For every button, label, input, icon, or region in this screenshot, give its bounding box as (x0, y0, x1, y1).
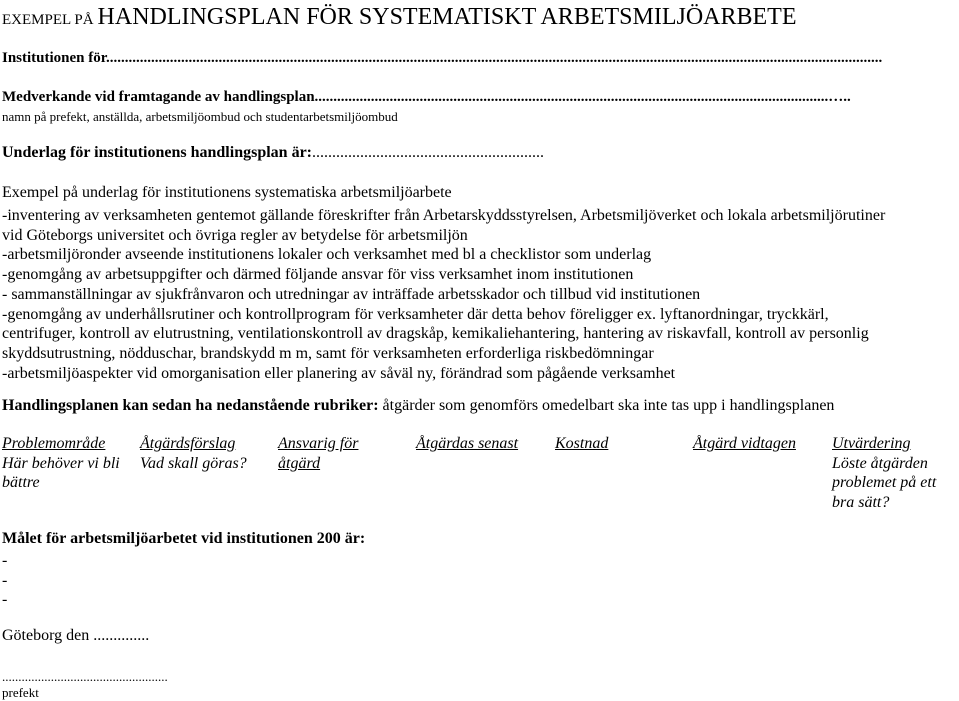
column-action-taken (693, 434, 796, 454)
title-main: HANDLINGSPLAN FÖR SYSTEMATISKT ARBETSMILJÖARBETE (97, 4, 797, 30)
title-prefix: EXEMPEL PÅ (2, 12, 94, 28)
column-proposal (140, 434, 247, 473)
column-cost (555, 434, 608, 454)
rubrics-line (2, 397, 834, 415)
basis-dots: .......................................................... (312, 144, 544, 161)
column-deadline (416, 434, 518, 454)
column-header: Åtgärd vidtagen (693, 435, 796, 452)
rubrics-rest: åtgärder som genomförs omedelbart ska inte tas upp i handlingsplanen (378, 397, 835, 414)
column-header: Ansvarig för (278, 435, 359, 452)
signature-role: prefekt (2, 685, 39, 700)
goal-heading: Målet för arbetsmiljöarbetet vid institutionen 200 är: (2, 530, 366, 547)
participants-tail: ….. (828, 89, 851, 105)
example-line: vid Göteborgs universitet och övriga regler av betydelse för arbetsmiljön (2, 226, 468, 244)
basis-heading: Underlag för institutionens handlingsplan är: (2, 144, 312, 161)
example-line: - sammanställningar av sjukfrånvaron och utredningar av inträffade arbetsskador och tillbud vid institutionen (2, 285, 701, 303)
column-problem (2, 434, 120, 493)
column-desc: Här behöver vi bli (2, 454, 120, 472)
institution-line: Institutionen för............................................................................................................................................................................................................... (2, 50, 883, 66)
example-line: -genomgång av underhållsrutiner och kontrollprogram för verksamheter där detta behov föreligger ex. lyftanordningar, tryckkärl, (2, 305, 829, 323)
example-line: -arbetsmiljöaspekter vid omorganisation eller planering av såväl ny, förändrad som pågående verksamhet (2, 364, 676, 382)
rubrics-bold: Handlingsplanen kan sedan ha nedanstående rubriker: (2, 397, 379, 414)
example-line: centrifuger, kontroll av elutrustning, ventilationskontroll av dragskåp, kemikaliehantering, hantering av riskavfall, kontroll av personlig (2, 325, 869, 343)
column-desc: bra sätt? (832, 493, 890, 511)
participants-note: namn på prefekt, anställda, arbetsmiljöombud och studentarbetsmiljöombud (2, 109, 398, 124)
column-responsible (278, 434, 358, 473)
goal-item: - (2, 552, 8, 569)
example-line: -inventering av verksamheten gentemot gällande föreskrifter från Arbetarskyddsstyrelsen, Arbetsmiljöverket och lokala arbetsmiljörutiner (2, 207, 886, 224)
example-line: -arbetsmiljöronder avseende institutionens lokaler och verksamhet med bl a checklistor som underlag (2, 246, 652, 264)
column-header: Åtgärdsförslag (140, 435, 236, 452)
examples-heading: Exempel på underlag för institutionens systematiska arbetsmiljöarbete (2, 184, 452, 201)
example-line: -genomgång av arbetsuppgifter och därmed följande ansvar för viss verksamhet inom institutionen (2, 266, 634, 284)
column-desc: problemet på ett (832, 474, 937, 491)
document-title (2, 4, 796, 31)
signature-dots: ................................................... (2, 669, 168, 684)
column-header: Problemområde (2, 435, 106, 452)
goal-item: - (2, 591, 8, 608)
column-header: Åtgärdas senast (416, 435, 519, 452)
column-desc: Löste åtgärden (832, 454, 928, 472)
participants-line (2, 89, 851, 106)
column-desc: bättre (2, 474, 40, 491)
goal-list (2, 551, 7, 610)
column-desc: åtgärd (278, 454, 321, 472)
column-header: Utvärdering (832, 435, 911, 452)
column-desc: Vad skall göras? (140, 454, 247, 472)
example-line: skyddsutrustning, nödduschar, brandskydd m m, samt för verksamheten erforderliga riskbedömningar (2, 344, 654, 362)
examples-list (2, 206, 885, 383)
column-evaluation (832, 434, 936, 512)
basis-line (2, 144, 544, 162)
column-header: Kostnad (555, 435, 609, 452)
signature-place: Göteborg den .............. (2, 627, 150, 644)
goal-item: - (2, 571, 8, 589)
participants-label: Medverkande vid framtagande av handlingsplan......................................................................................................................................... (2, 89, 829, 105)
